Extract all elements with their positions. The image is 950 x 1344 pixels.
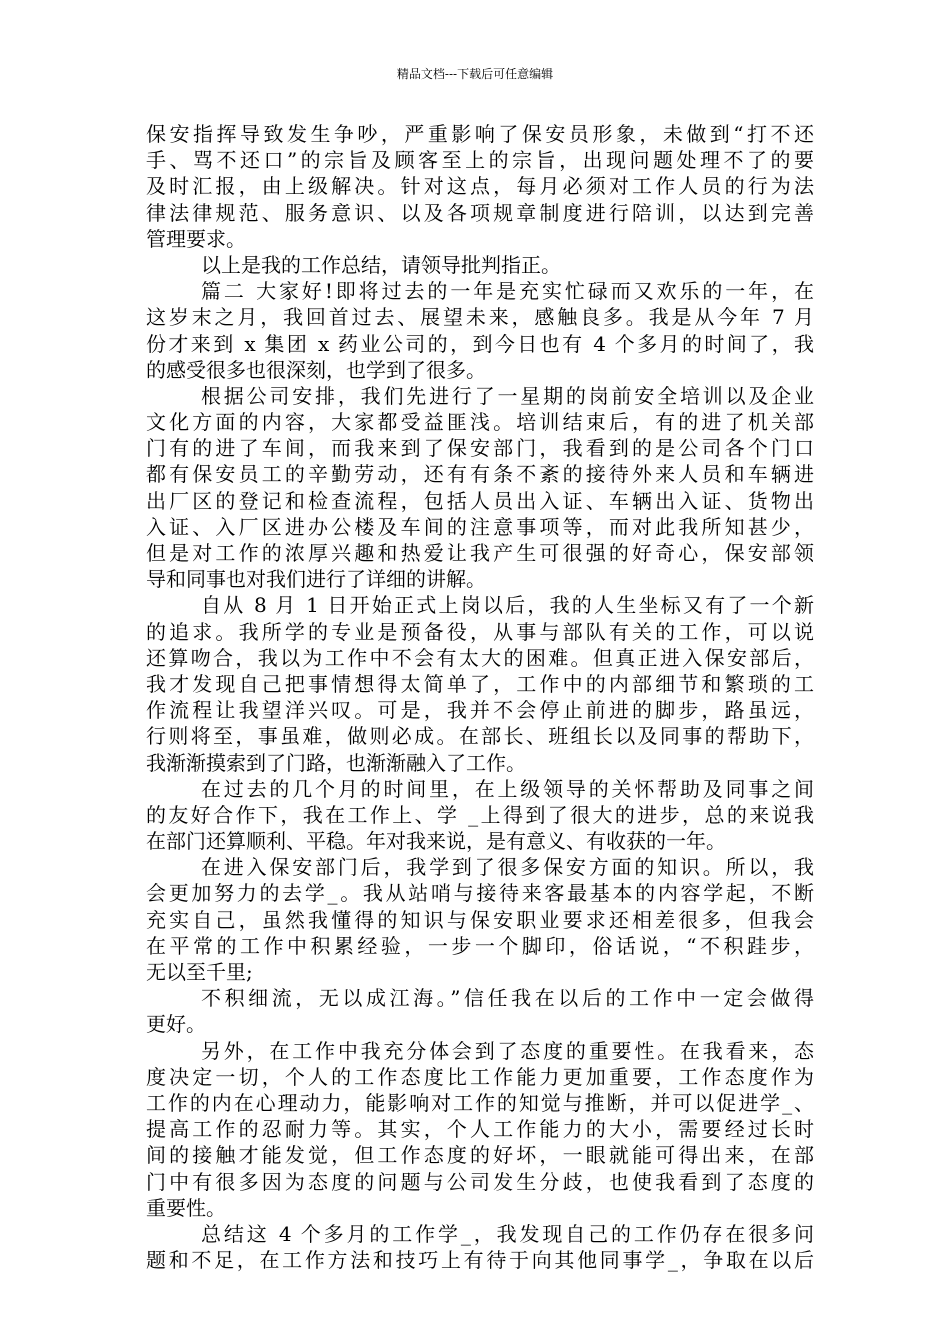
text-line: 以上是我的工作总结，请领导批判指正。 <box>201 252 561 277</box>
text-line: 保安指挥导致发生争吵，严重影响了保安员形象，未做到“打不还 <box>146 122 814 146</box>
text-line: 充实自己，虽然我懂得的知识与保安职业要求还相差很多，但我会 <box>146 907 814 932</box>
text-line: 的友好合作下，我在工作上、学 _上得到了很大的进步，总的来说我 <box>146 802 814 827</box>
document-body <box>146 121 814 1273</box>
text-line: 管理要求。 <box>146 226 246 251</box>
text-line: 手、骂不还口”的宗旨及顾客至上的宗旨，出现问题处理不了的要 <box>146 148 814 173</box>
page-header: 精品文档---下载后可任意编辑 <box>396 67 554 81</box>
text-line: 的感受很多也很深刻，也学到了很多。 <box>146 357 486 382</box>
text-line: 根据公司安排，我们先进行了一星期的岗前安全培训以及企业 <box>201 383 814 408</box>
text-line: 自从 8 月 1 日开始正式上岗以后，我的人生坐标又有了一个新 <box>201 593 814 618</box>
text-line: 入证、入厂区进办公楼及车间的注意事项等，而对此我所知甚少， <box>146 514 814 539</box>
text-line: 重要性。 <box>146 1195 226 1220</box>
text-line: 我渐渐摸索到了门路，也渐渐融入了工作。 <box>146 750 526 775</box>
text-line: 另外，在工作中我充分体会到了态度的重要性。在我看来，态 <box>201 1038 814 1063</box>
text-line: 份才来到 x 集团 x 药业公司的，到今日也有 4 个多月的时间了，我 <box>146 331 814 356</box>
text-line: 会更加努力的去学_。我从站哨与接待来客最基本的内容学起，不断 <box>146 881 814 906</box>
text-line: 出厂区的登记和检查流程，包括人员出入证、车辆出入证、货物出 <box>146 488 814 513</box>
text-line: 律法律规范、服务意识、以及各项规章制度进行陪训，以达到完善 <box>146 200 814 225</box>
text-line: 不积细流，无以成江海。”信任我在以后的工作中一定会做得 <box>201 986 814 1011</box>
text-line: 门中有很多因为态度的问题与公司发生分歧，也使我看到了态度的 <box>146 1169 814 1194</box>
text-line: 度决定一切，个人的工作态度比工作能力更加重要，工作态度作为 <box>146 1064 814 1089</box>
text-line: 行则将至，事虽难，做则必成。在部长、班组长以及同事的帮助下， <box>146 724 814 749</box>
text-line: 在过去的几个月的时间里，在上级领导的关怀帮助及同事之间 <box>201 776 814 801</box>
text-line: 作流程让我望洋兴叹。可是，我并不会停止前进的脚步，路虽远， <box>146 698 814 723</box>
text-line: 我才发现自己把事情想得太简单了，工作中的内部细节和繁琐的工 <box>146 671 814 696</box>
text-line: 还算吻合，我以为工作中不会有太大的困难。但真正进入保安部后， <box>146 645 814 670</box>
text-line: 间的接触才能发觉，但工作态度的好坏，一眼就能可得出来，在部 <box>146 1143 814 1168</box>
text-line: 更好。 <box>146 1012 206 1037</box>
text-line: 提高工作的忍耐力等。其实，个人工作能力的大小，需要经过长时 <box>146 1117 814 1142</box>
text-line: 工作的内在心理动力，能影响对工作的知觉与推断，并可以促进学_、 <box>146 1090 814 1115</box>
text-line: 在进入保安部门后，我学到了很多保安方面的知识。所以，我 <box>201 855 814 880</box>
text-line: 但是对工作的浓厚兴趣和热爱让我产生可很强的好奇心，保安部领 <box>146 541 814 565</box>
text-line: 篇二 大家好!即将过去的一年是充实忙碌而又欢乐的一年，在 <box>201 279 814 304</box>
text-line: 总结这 4 个多月的工作学_，我发现自己的工作仍存在很多问 <box>201 1221 814 1246</box>
text-line: 门有的进了车间，而我来到了保安部门，我看到的是公司各个门口 <box>146 436 814 461</box>
text-line: 导和同事也对我们进行了详细的讲解。 <box>146 567 486 592</box>
text-line: 及时汇报，由上级解决。针对这点，每月必须对工作人员的行为法 <box>146 174 814 199</box>
text-line: 这岁末之月，我回首过去、展望未来，感触良多。我是从今年 7 月 <box>146 305 814 330</box>
text-line: 文化方面的内容，大家都受益匪浅。培训结束后，有的进了机关部 <box>146 410 814 435</box>
text-line: 在平常的工作中积累经验，一步一个脚印，俗话说，“不积跬步， <box>146 933 814 958</box>
text-line: 在部门还算顺利、平稳。年对我来说，是有意义、有收获的一年。 <box>146 829 726 854</box>
text-line: 都有保安员工的辛勤劳动，还有有条不紊的接待外来人员和车辆进 <box>146 462 814 487</box>
text-line: 题和不足，在工作方法和技巧上有待于向其他同事学_，争取在以后 <box>146 1248 814 1273</box>
text-line: 无以至千里; <box>146 960 253 984</box>
text-line: 的追求。我所学的专业是预备役，从事与部队有关的工作，可以说 <box>146 619 814 644</box>
